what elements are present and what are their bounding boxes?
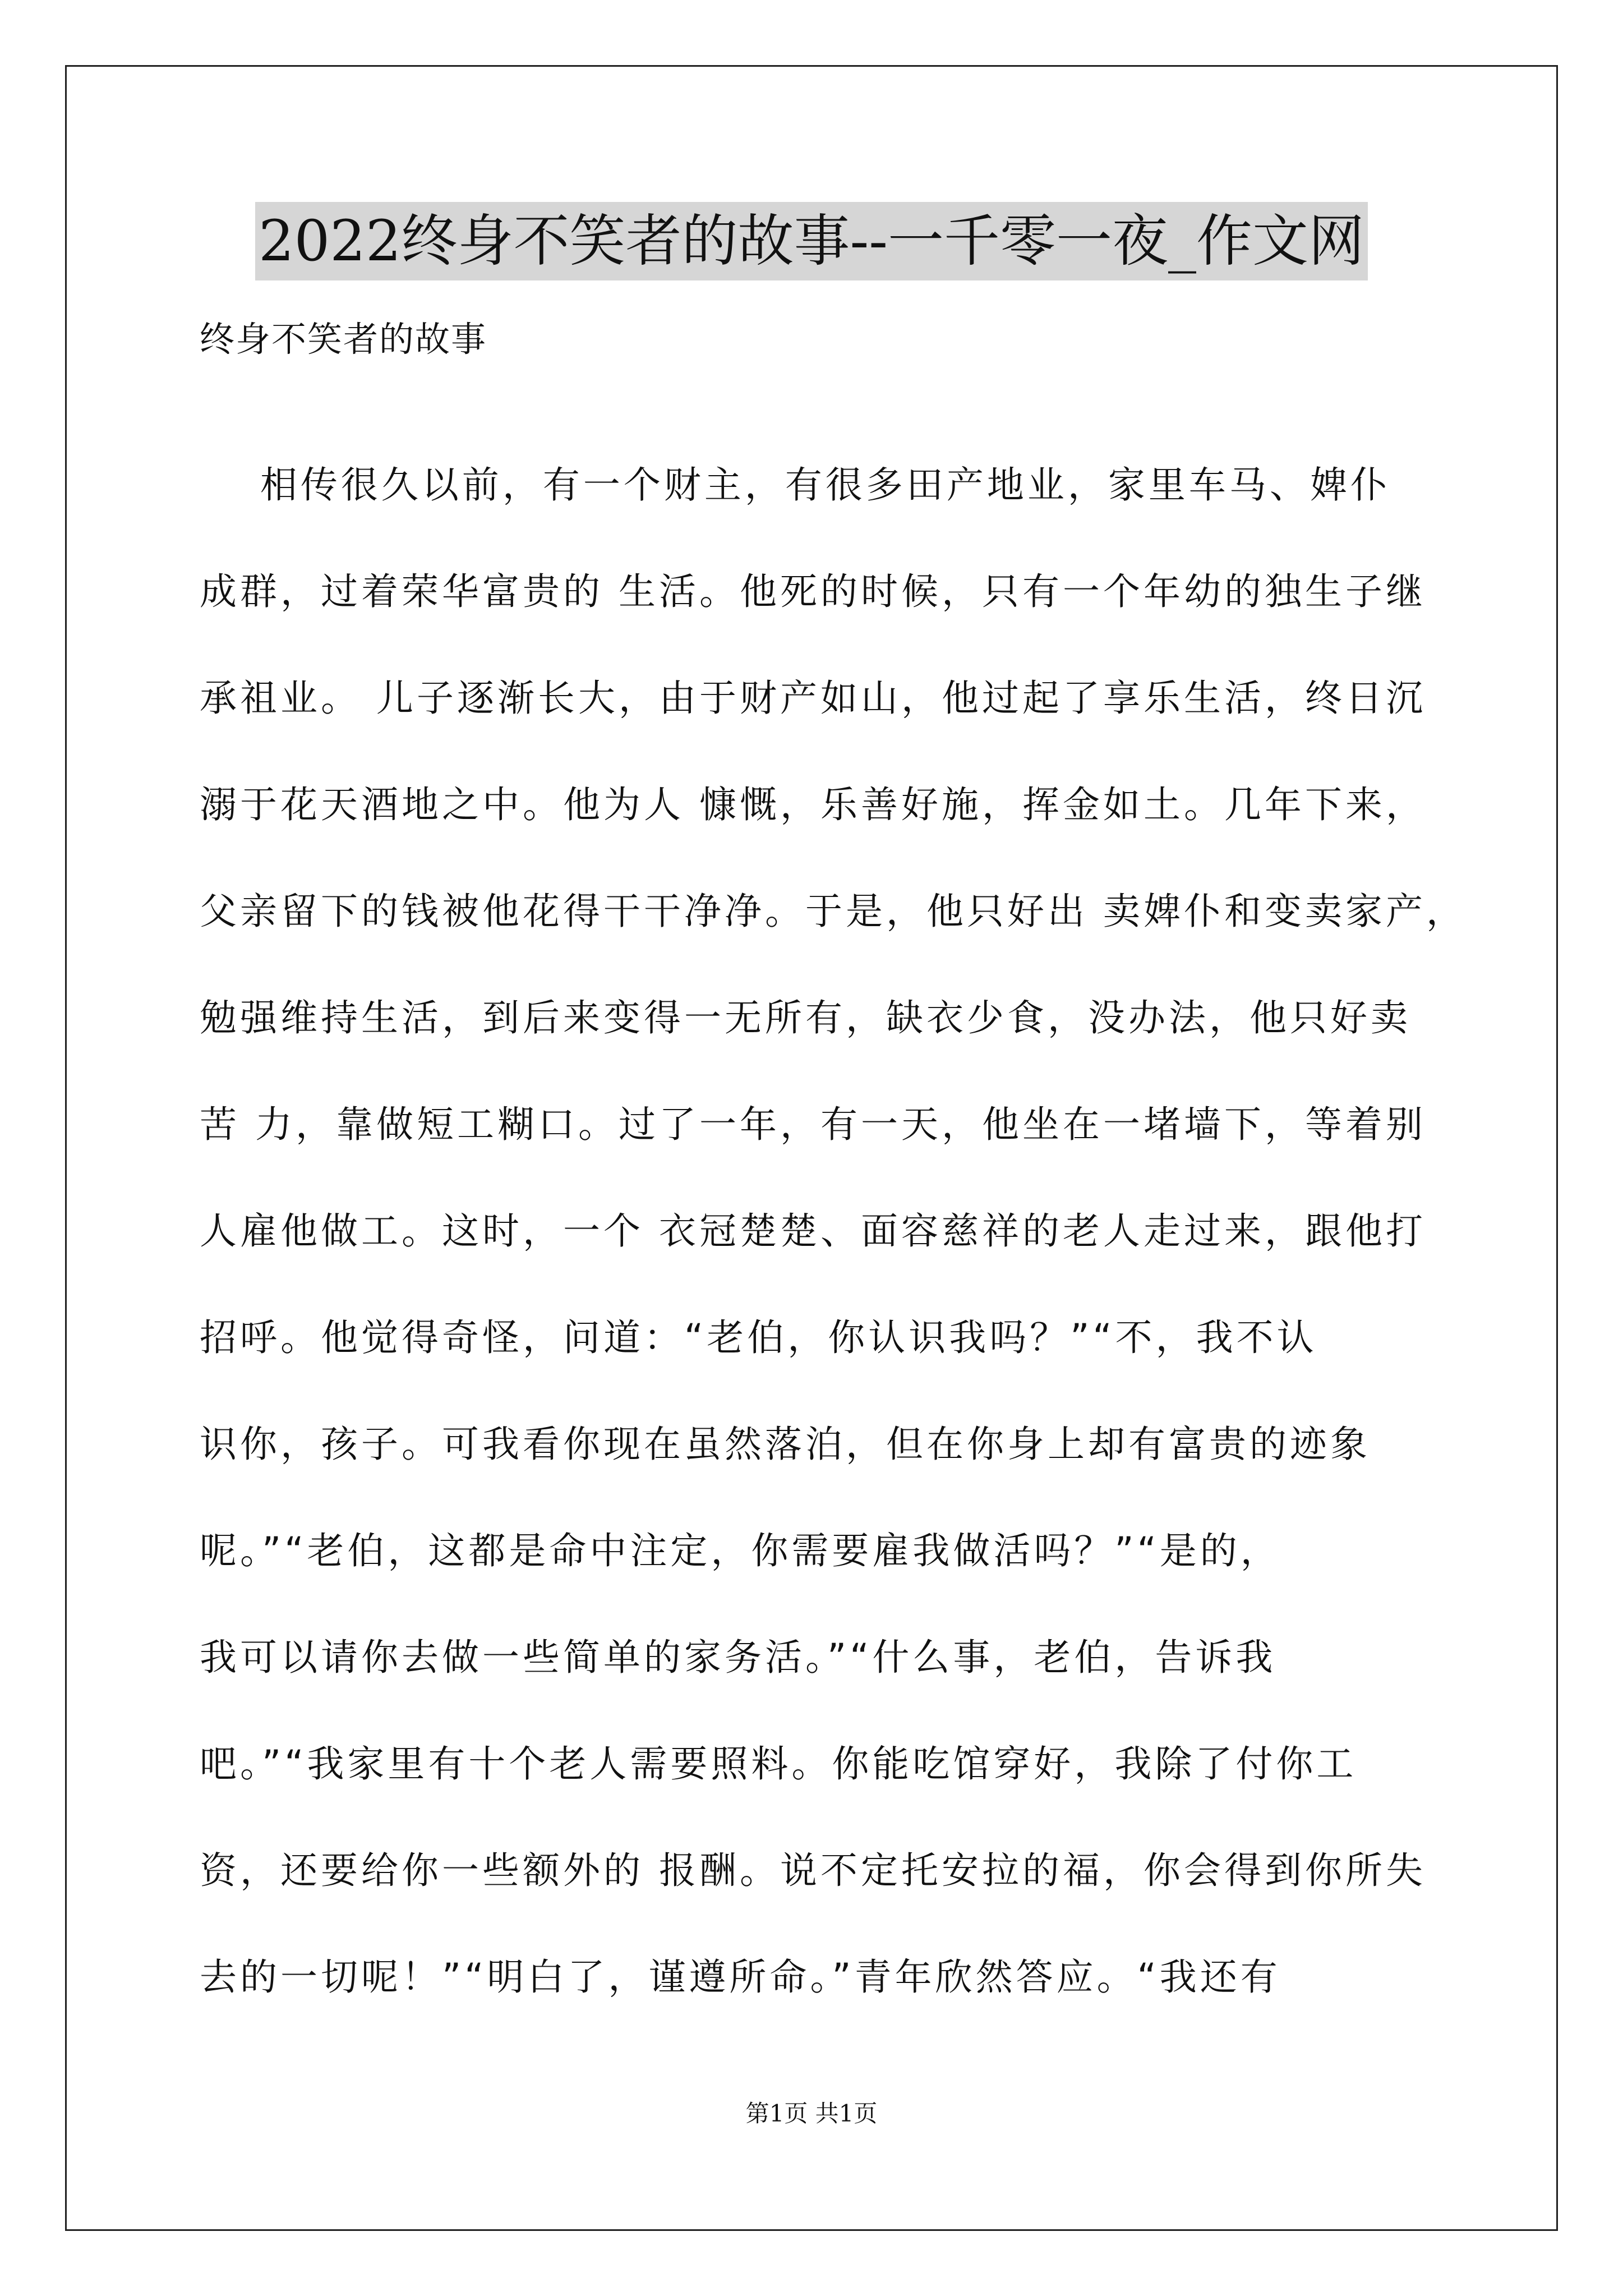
- text-line: 父亲留下的钱被他花得干干净净。于是，他只好出 卖婢仆和变卖家产，: [200, 890, 1467, 933]
- text-line: 去的一切呢！”“明白了，谨遵所命。”青年欣然答应。“我还有: [200, 1955, 1281, 1999]
- text-line: 人雇他做工。这时，一个 衣冠楚楚、面容慈祥的老人走过来，跟他打: [200, 1209, 1426, 1253]
- text-line: 相传很久以前，有一个财主，有很多田产地业，家里车马、婢仆: [200, 463, 1391, 507]
- text-line: 识你，孩子。可我看你现在虽然落泊，但在你身上却有富贵的迹象: [200, 1423, 1371, 1466]
- text-line: 呢。”“老伯，这都是命中注定，你需要雇我做活吗？”“是的，: [200, 1529, 1281, 1572]
- text-line: 溺于花天酒地之中。他为人 慷慨，乐善好施，挥金如土。几年下来，: [200, 783, 1426, 826]
- text-line: 苦 力，靠做短工糊口。过了一年，有一天，他坐在一堵墙下，等着别: [200, 1103, 1426, 1146]
- text-line: 承祖业。 儿子逐渐长大，由于财产如山，他过起了享乐生活，终日沉: [200, 677, 1426, 720]
- body-text: [200, 460, 1467, 2059]
- text-line: 资，还要给你一些额外的 报酬。说不定托安拉的福，你会得到你所失: [200, 1849, 1426, 1892]
- text-line: 我可以请你去做一些简单的家务活。”“什么事，老伯，告诉我: [200, 1636, 1276, 1679]
- title-container: [0, 202, 1623, 280]
- document-title: 2022终身不笑者的故事--一千零一夜_作文网: [255, 202, 1368, 280]
- document-subtitle: 终身不笑者的故事: [200, 319, 487, 360]
- text-line: 勉强维持生活，到后来变得一无所有，缺衣少食，没办法，他只好卖: [200, 996, 1411, 1039]
- text-line: 成群，过着荣华富贵的 生活。他死的时候，只有一个年幼的独生子继: [200, 570, 1426, 613]
- text-line: 招呼。他觉得奇怪，问道：“老伯，你认识我吗？”“不，我不认: [200, 1316, 1317, 1359]
- page-footer: 第1页 共1页: [745, 2100, 878, 2127]
- text-line: 吧。”“我家里有十个老人需要照料。你能吃馆穿好，我除了付你工: [200, 1742, 1357, 1786]
